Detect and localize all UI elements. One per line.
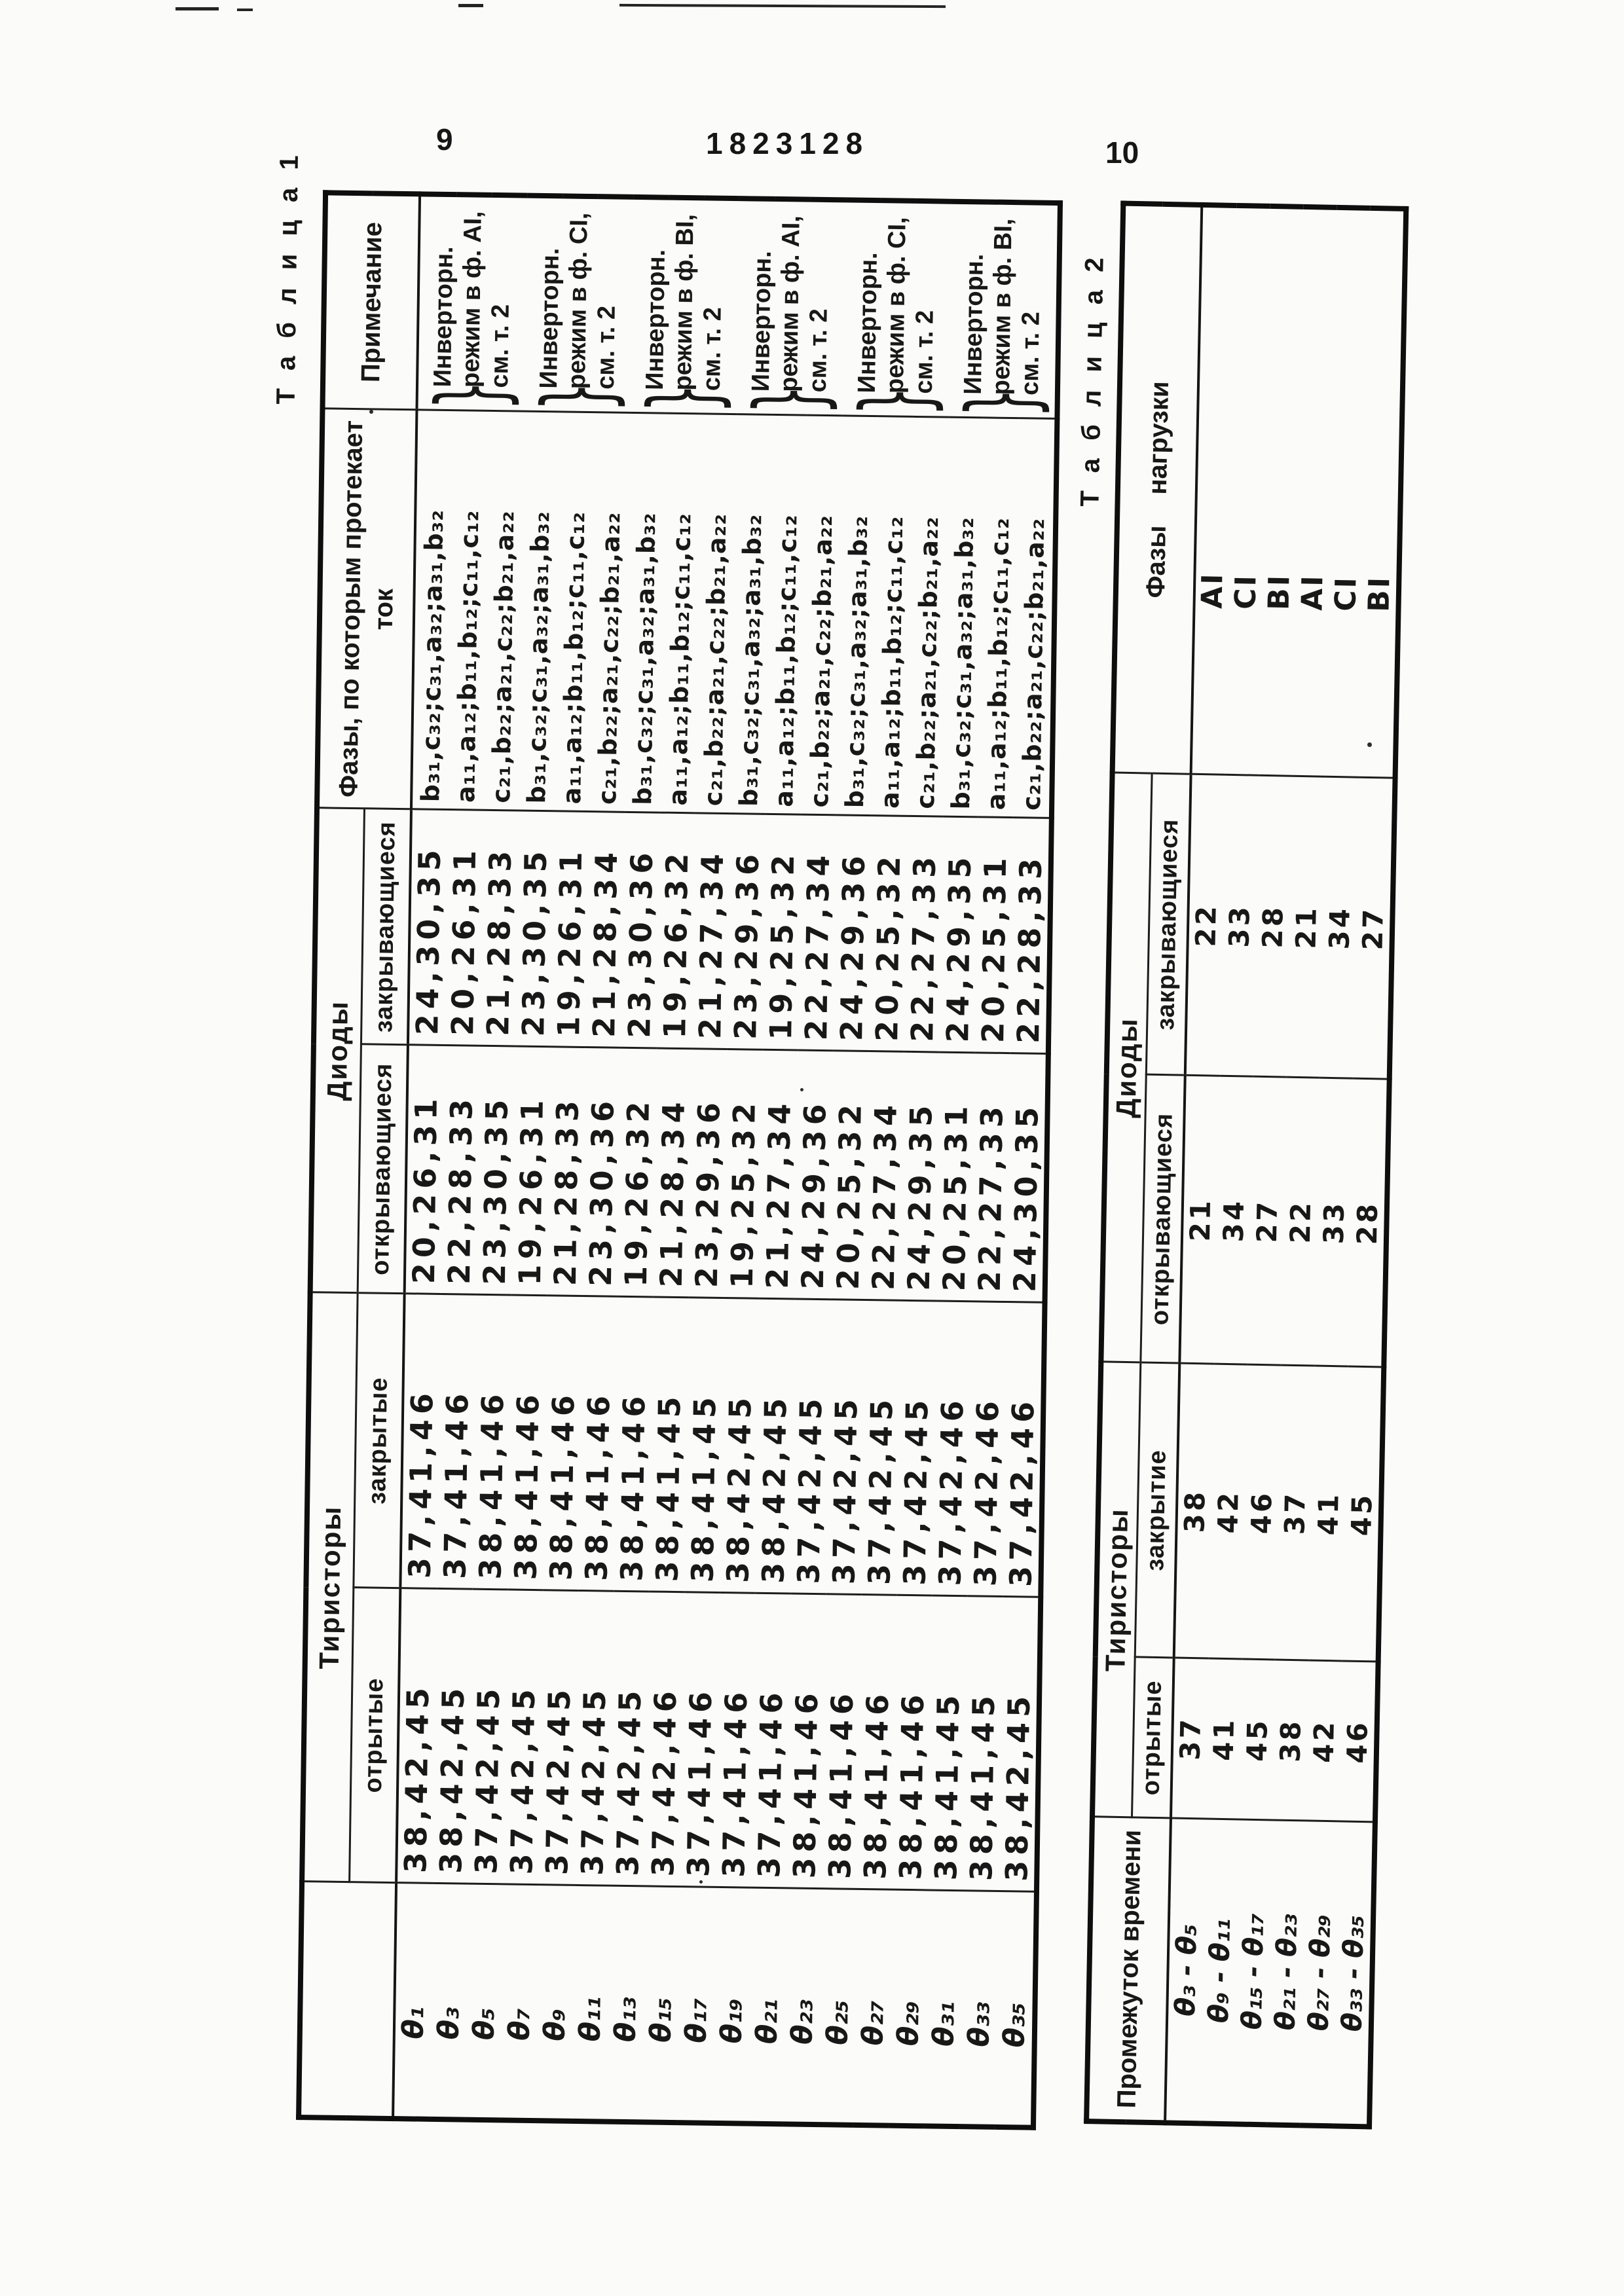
cell-theta: θ₃₅	[995, 1891, 1037, 2128]
cell-thyristors-closed: 37,42,46	[932, 1302, 971, 1597]
cell-diodes-closing: 24,29,35	[940, 817, 978, 1053]
cell-diodes-opening: 19,25,32	[724, 1049, 763, 1299]
group-brace-icon: }	[840, 386, 951, 417]
cell-thyristors-open: 38,41,46	[822, 1594, 861, 1889]
cell-thyristors-open: 37,42,45	[539, 1590, 578, 1886]
cell-load-phase: BI	[1359, 208, 1407, 778]
cell-thyristors-closed: 37,41,46	[437, 1294, 476, 1590]
cell-thyristors-open: 41	[1206, 1659, 1242, 1820]
cell-diodes-closing: 20,25,31	[975, 817, 1014, 1053]
table-2-grid	[1084, 201, 1409, 2130]
cell-theta: θ₅	[465, 1884, 504, 2121]
table-1-grid	[296, 190, 1063, 2130]
cell-interval: θ₃₃ - θ₃₅	[1333, 1821, 1375, 2126]
header-note: Примечание	[322, 192, 420, 410]
cell-thyristors-closed: 37,42,45	[790, 1300, 830, 1595]
cell-thyristors-open: 37,42,46	[645, 1592, 684, 1887]
cell-thyristors-open: 37,42,45	[610, 1592, 649, 1887]
cell-phases: c₂₁,b₂₂;a₂₁,c₂₂;b₂₁,a₂₂	[695, 414, 737, 814]
cell-diodes-closing: 22	[1185, 774, 1226, 1076]
header-diodes-opening: открывающиеся	[1140, 1075, 1185, 1364]
note-text: Инверторн. режим в ф. CI, см. т. 2	[534, 212, 621, 390]
cell-diodes-closing: 20,25,32	[869, 816, 908, 1052]
header-load-phases: Фазы нагрузки	[1113, 204, 1202, 774]
note-group	[840, 207, 951, 417]
group-brace-icon: }	[734, 384, 845, 415]
cell-interval: θ₂₁ - θ₂₃	[1266, 1820, 1306, 2125]
header-interval: Промежуток времени	[1086, 1817, 1171, 2123]
cell-thyristors-open: 37,42,45	[574, 1591, 614, 1886]
cell-interval: θ₁₅ - θ₁₇	[1233, 1819, 1272, 2124]
cell-diodes-closing: 19,25,32	[763, 814, 802, 1051]
cell-thyristors-open: 38,41,46	[857, 1595, 896, 1890]
group-brace-icon: }	[628, 382, 739, 414]
cell-diodes-opening: 23,30,35	[477, 1046, 515, 1296]
cell-diodes-closing: 22,27,34	[798, 815, 837, 1051]
cell-thyristors-closed: 37,42,46	[967, 1302, 1006, 1597]
cell-diodes-closing: 33	[1220, 775, 1259, 1077]
cell-thyristors-closed: 37	[1276, 1366, 1315, 1661]
cell-phases: a₁₁,a₁₂;b₁₁,b₁₂;c₁₁,c₁₂	[554, 412, 595, 812]
cell-note	[524, 196, 633, 413]
cell-diodes-opening: 24,29,35	[901, 1052, 940, 1302]
cell-diodes-closing: 19,26,32	[657, 813, 695, 1049]
cell-phases: a₁₁,a₁₂;b₁₁,b₁₂;c₁₁,c₁₂	[660, 414, 701, 814]
header-diodes-closing: закрывающиеся	[361, 809, 411, 1045]
cell-thyristors-closed: 37,42,46	[1003, 1302, 1044, 1597]
header-diodes-closing: закрывающиеся	[1146, 774, 1191, 1076]
cell-diodes-opening: 33	[1314, 1078, 1353, 1367]
cell-thyristors-open: 38,41,45	[963, 1596, 1003, 1891]
cell-diodes-closing: 27	[1354, 778, 1395, 1080]
cell-thyristors-open: 38,42,45	[999, 1597, 1041, 1892]
header-diodes: Диоды	[1101, 773, 1151, 1362]
page-number-left: 9	[436, 122, 453, 156]
patent-number: 1823128	[706, 126, 870, 160]
header-thyristors: Тиристоры	[1092, 1362, 1140, 1817]
cell-note	[948, 202, 1060, 419]
cell-diodes-closing: 21,28,33	[480, 811, 519, 1047]
cell-theta: θ₁₅	[642, 1886, 680, 2123]
note-text: Инверторн. режим в ф. BI, см. т. 2	[640, 213, 727, 392]
header-thyristors-open: отрытые	[1132, 1657, 1174, 1818]
cell-thyristors-open: 38,41,46	[893, 1595, 932, 1891]
cell-load-phase: CI	[1226, 206, 1270, 776]
header-thyristors: Тиристоры	[302, 1292, 358, 1882]
cell-thyristors-open: 38,41,45	[928, 1595, 967, 1891]
cell-diodes-opening: 23,29,36	[689, 1049, 728, 1298]
cell-theta: θ₁₇	[677, 1887, 716, 2123]
table-1	[271, 149, 1063, 2130]
cell-thyristors-closed: 38,41,46	[614, 1297, 653, 1592]
note-text: Инверторн. режим в ф. CI, см. т. 2	[853, 217, 939, 394]
cell-theta: θ₁	[393, 1883, 433, 2119]
table-1-body	[393, 194, 1060, 2127]
header-theta-empty	[299, 1882, 396, 2119]
scan-artifact-line	[619, 4, 946, 8]
cell-thyristors-closed: 38	[1174, 1364, 1215, 1659]
cell-thyristors-closed: 38,41,46	[543, 1296, 582, 1591]
cell-thyristors-closed: 42	[1209, 1364, 1248, 1660]
cell-diodes-closing: 34	[1320, 777, 1359, 1079]
cell-thyristors-open: 37	[1171, 1658, 1209, 1819]
header-diodes-opening: открывающиеся	[358, 1044, 408, 1294]
cell-thyristors-closed: 37,42,45	[896, 1301, 936, 1596]
cell-diodes-opening: 20,26,31	[405, 1045, 445, 1294]
cell-diodes-closing: 23,30,35	[515, 811, 554, 1048]
cell-diodes-opening: 27	[1247, 1077, 1286, 1366]
cell-interval: θ₂₇ - θ₂₉	[1300, 1821, 1339, 2126]
cell-diodes-opening: 20,25,31	[936, 1053, 975, 1302]
cell-thyristors-open: 38	[1272, 1660, 1309, 1821]
cell-thyristors-closed: 38,41,46	[507, 1295, 547, 1590]
cell-diodes-opening: 24,30,35	[1007, 1053, 1048, 1303]
group-brace-icon: }	[522, 381, 633, 412]
cell-thyristors-open: 37,41,46	[716, 1593, 755, 1888]
cell-thyristors-open: 37,41,46	[680, 1592, 720, 1887]
group-brace-icon: }	[416, 380, 527, 411]
note-text: Инверторн. режим в ф. AI, см. т. 2	[747, 215, 833, 393]
cell-interval: θ₃ - θ₅	[1165, 1818, 1206, 2123]
cell-phases: b₃₁,c₃₂;c₃₁,a₃₂;a₃₁,b₃₂	[411, 410, 454, 810]
cell-diodes-opening: 21,27,34	[760, 1050, 798, 1300]
cell-theta: θ₉	[536, 1885, 574, 2121]
cell-diodes-opening: 20,25,32	[830, 1051, 869, 1300]
cell-phases: c₂₁,b₂₂;a₂₁,c₂₂;b₂₁,a₂₂	[908, 417, 949, 817]
cell-phases: a₁₁,a₁₂;b₁₁,b₁₂;c₁₁,c₁₂	[872, 416, 913, 816]
cell-interval: θ₉ - θ₁₁	[1200, 1819, 1239, 2124]
cell-thyristors-closed: 45	[1342, 1367, 1384, 1662]
table-1-caption: Т а б л и ц а 1	[271, 149, 304, 405]
cell-diodes-opening: 23,30,36	[583, 1048, 621, 1297]
note-text: Инверторн. режим в ф. BI, см. т. 2	[959, 218, 1045, 396]
cell-theta: θ₃₃	[960, 1891, 999, 2127]
group-brace-icon: }	[946, 387, 1058, 418]
cell-theta: θ₂₅	[819, 1889, 857, 2125]
cell-thyristors-open: 38,42,45	[433, 1589, 472, 1884]
cell-phases: b₃₁,c₃₂;c₃₁,a₃₂;a₃₁,b₃₂	[943, 418, 984, 818]
note-text: Инверторн. режим в ф. AI, см. т. 2	[429, 211, 515, 388]
cell-diodes-opening: 24,29,36	[795, 1051, 834, 1300]
cell-thyristors-open: 46	[1339, 1661, 1378, 1822]
cell-thyristors-open: 37,41,46	[751, 1594, 790, 1889]
cell-diodes-opening: 21,28,33	[547, 1047, 586, 1296]
cell-diodes-closing: 22,28,33	[1010, 818, 1052, 1054]
cell-diodes-opening: 22,27,34	[866, 1051, 904, 1301]
cell-thyristors-closed: 37,41,46	[400, 1294, 441, 1589]
cell-thyristors-open: 37,42,45	[504, 1590, 543, 1885]
cell-thyristors-closed: 38,41,45	[649, 1297, 688, 1592]
cell-thyristors-open: 45	[1239, 1660, 1276, 1821]
scan-artifact-dash	[458, 4, 483, 7]
cell-diodes-opening: 19,26,32	[618, 1048, 657, 1298]
cell-thyristors-closed: 46	[1242, 1365, 1282, 1660]
cell-thyristors-open: 38,42,45	[396, 1588, 437, 1884]
cell-diodes-opening: 22,28,33	[441, 1046, 480, 1295]
cell-thyristors-closed: 41	[1309, 1366, 1348, 1662]
cell-note	[842, 200, 951, 417]
cell-diodes-opening: 21,28,34	[654, 1049, 692, 1298]
cell-phases: b₃₁,c₃₂;c₃₁,a₃₂;a₃₁,b₃₂	[625, 413, 666, 813]
cell-thyristors-closed: 38,42,45	[755, 1299, 794, 1594]
header-diodes: Диоды	[310, 808, 364, 1293]
cell-diodes-closing: 23,29,36	[728, 814, 766, 1050]
cell-theta: θ₂₇	[854, 1889, 893, 2126]
header-thyristors-closed: закрытие	[1135, 1362, 1180, 1658]
cell-theta: θ₂₃	[783, 1888, 822, 2124]
cell-thyristors-open: 38,41,46	[786, 1594, 826, 1889]
note-group	[416, 201, 527, 411]
note-group	[522, 202, 633, 412]
cell-diodes-closing: 21	[1287, 776, 1326, 1078]
cell-diodes-closing: 21,27,34	[692, 813, 731, 1049]
header-phases: Фазы, по которым протекает ток	[317, 409, 417, 809]
note-group	[628, 204, 739, 414]
cell-note	[736, 198, 845, 416]
cell-phases: b₃₁,c₃₂;c₃₁,a₃₂;a₃₁,b₃₂	[519, 412, 560, 812]
cell-theta: θ₇	[500, 1884, 539, 2121]
cell-diodes-opening: 21	[1179, 1076, 1219, 1364]
cell-diodes-closing: 24,29,36	[834, 815, 872, 1051]
table-2	[1075, 201, 1409, 2130]
cell-theta: θ₁₃	[606, 1886, 645, 2123]
cell-thyristors-closed: 37,42,45	[861, 1300, 900, 1595]
note-group	[946, 208, 1058, 418]
cell-diodes-closing: 23,30,36	[621, 812, 660, 1049]
cell-phases: c₂₁,b₂₂;a₂₁,c₂₂;b₂₁,a₂₂	[589, 412, 631, 812]
cell-phases: c₂₁,b₂₂;a₂₁,c₂₂;b₂₁,a₂₂	[1014, 418, 1058, 818]
header-thyristors-closed: закрытые	[353, 1293, 404, 1588]
cell-theta: θ₃	[430, 1884, 468, 2120]
cell-phases: c₂₁,b₂₂;a₂₁,c₂₂;b₂₁,a₂₂	[483, 411, 525, 811]
cell-thyristors-open: 42	[1306, 1660, 1342, 1821]
cell-phases: c₂₁,b₂₂;a₂₁,c₂₂;b₂₁,a₂₂	[802, 416, 843, 816]
cell-diodes-opening: 28	[1348, 1079, 1389, 1368]
cell-theta: θ₂₉	[889, 1890, 928, 2126]
cell-diodes-closing: 28	[1253, 776, 1293, 1078]
cell-theta: θ₁₁	[571, 1886, 610, 2122]
cell-thyristors-closed: 38,42,45	[720, 1298, 759, 1594]
cell-theta: θ₂₁	[748, 1888, 786, 2124]
cell-load-phase: AI	[1293, 207, 1337, 777]
cell-diodes-closing: 21,28,34	[586, 812, 625, 1048]
cell-load-phase: BI	[1259, 206, 1304, 776]
cell-note	[630, 197, 739, 414]
cell-thyristors-closed: 38,41,46	[578, 1296, 618, 1592]
scan-artifact-dash	[237, 9, 253, 11]
cell-diodes-opening: 19,26,31	[512, 1047, 551, 1296]
cell-load-phase: CI	[1326, 208, 1371, 778]
cell-load-phase: AI	[1191, 205, 1237, 775]
cell-note	[416, 194, 527, 411]
scan-artifact-dash	[175, 7, 219, 10]
cell-phases: a₁₁,a₁₂;b₁₁,b₁₂;c₁₁,c₁₂	[766, 415, 807, 815]
cell-diodes-opening: 22	[1281, 1078, 1320, 1366]
cell-phases: a₁₁,a₁₂;b₁₁,b₁₂;c₁₁,c₁₂	[978, 418, 1020, 818]
cell-thyristors-closed: 37,42,45	[826, 1300, 865, 1595]
cell-diodes-closing: 24,30,35	[408, 809, 448, 1046]
page-number-right: 10	[1105, 136, 1139, 170]
cell-thyristors-open: 37,42,45	[468, 1590, 507, 1885]
cell-thyristors-closed: 38,41,46	[472, 1295, 511, 1590]
cell-phases: b₃₁,c₃₂;c₃₁,a₃₂;a₃₁,b₃₂	[837, 416, 878, 816]
cell-phases: b₃₁,c₃₂;c₃₁,a₃₂;a₃₁,b₃₂	[731, 414, 772, 814]
cell-diodes-closing: 19,26,31	[551, 811, 589, 1048]
cell-diodes-opening: 22,27,33	[972, 1053, 1010, 1302]
table-2-caption: Т а б л и ц а 2	[1075, 252, 1109, 507]
table-2-body	[1165, 205, 1406, 2126]
cell-diodes-closing: 20,26,31	[445, 810, 483, 1046]
header-thyristors-open: отрытые	[349, 1588, 400, 1883]
cell-theta: θ₃₁	[925, 1890, 963, 2126]
cell-diodes-opening: 34	[1214, 1076, 1253, 1365]
cell-phases: a₁₁,a₁₂;b₁₁,b₁₂;c₁₁,c₁₂	[448, 410, 489, 811]
cell-diodes-closing: 22,27,33	[904, 816, 943, 1053]
cell-thyristors-closed: 38,41,45	[684, 1298, 724, 1593]
note-group	[734, 205, 845, 415]
cell-theta: θ₁₉	[712, 1887, 751, 2124]
